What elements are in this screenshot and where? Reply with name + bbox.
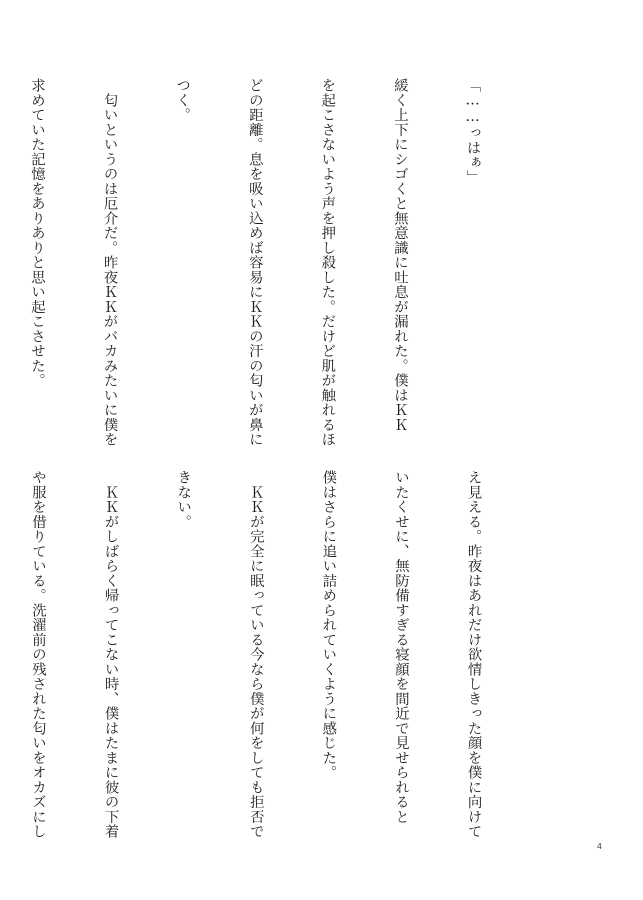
text-column: を起こさないよう声を押し殺した。だけど肌が触れるほ (319, 78, 336, 447)
text-block-top (0, 78, 533, 447)
text-column: ＫＫが完全に眠っている今なら僕が何をしても拒否で (247, 470, 264, 839)
text-block-bottom (0, 470, 534, 839)
text-column: 求めていた記憶をありありと思い起こさせた。 (28, 78, 45, 388)
text-column: え見える。昨夜はあれだけ欲情しきった顔を僕に向けて (465, 470, 482, 839)
text-column: 僕はさらに追い詰められていくように感じた。 (320, 470, 337, 780)
text-column: 匂いというのは厄介だ。昨夜ＫＫがバカみたいに僕を (101, 78, 118, 447)
page-number: 4 (596, 842, 602, 851)
text-column: ＫＫがしばらく帰ってこない時、僕はたまに彼の下着 (102, 470, 119, 839)
text-column: や服を借りている。洗濯前の残された匂いをオカズにし (29, 470, 46, 839)
text-column: きない。 (175, 470, 192, 529)
text-column: いたくせに、無防備すぎる寝顔を間近で見せられると (392, 470, 409, 824)
text-column: どの距離。息を吸い込めば容易にＫＫの汗の匂いが鼻に (246, 78, 263, 447)
text-column: 緩く上下にシゴくと無意識に吐息が漏れた。僕はＫＫ (391, 78, 408, 432)
text-column: 「……っはぁ」 (464, 78, 481, 185)
text-column: つく。 (174, 78, 191, 123)
